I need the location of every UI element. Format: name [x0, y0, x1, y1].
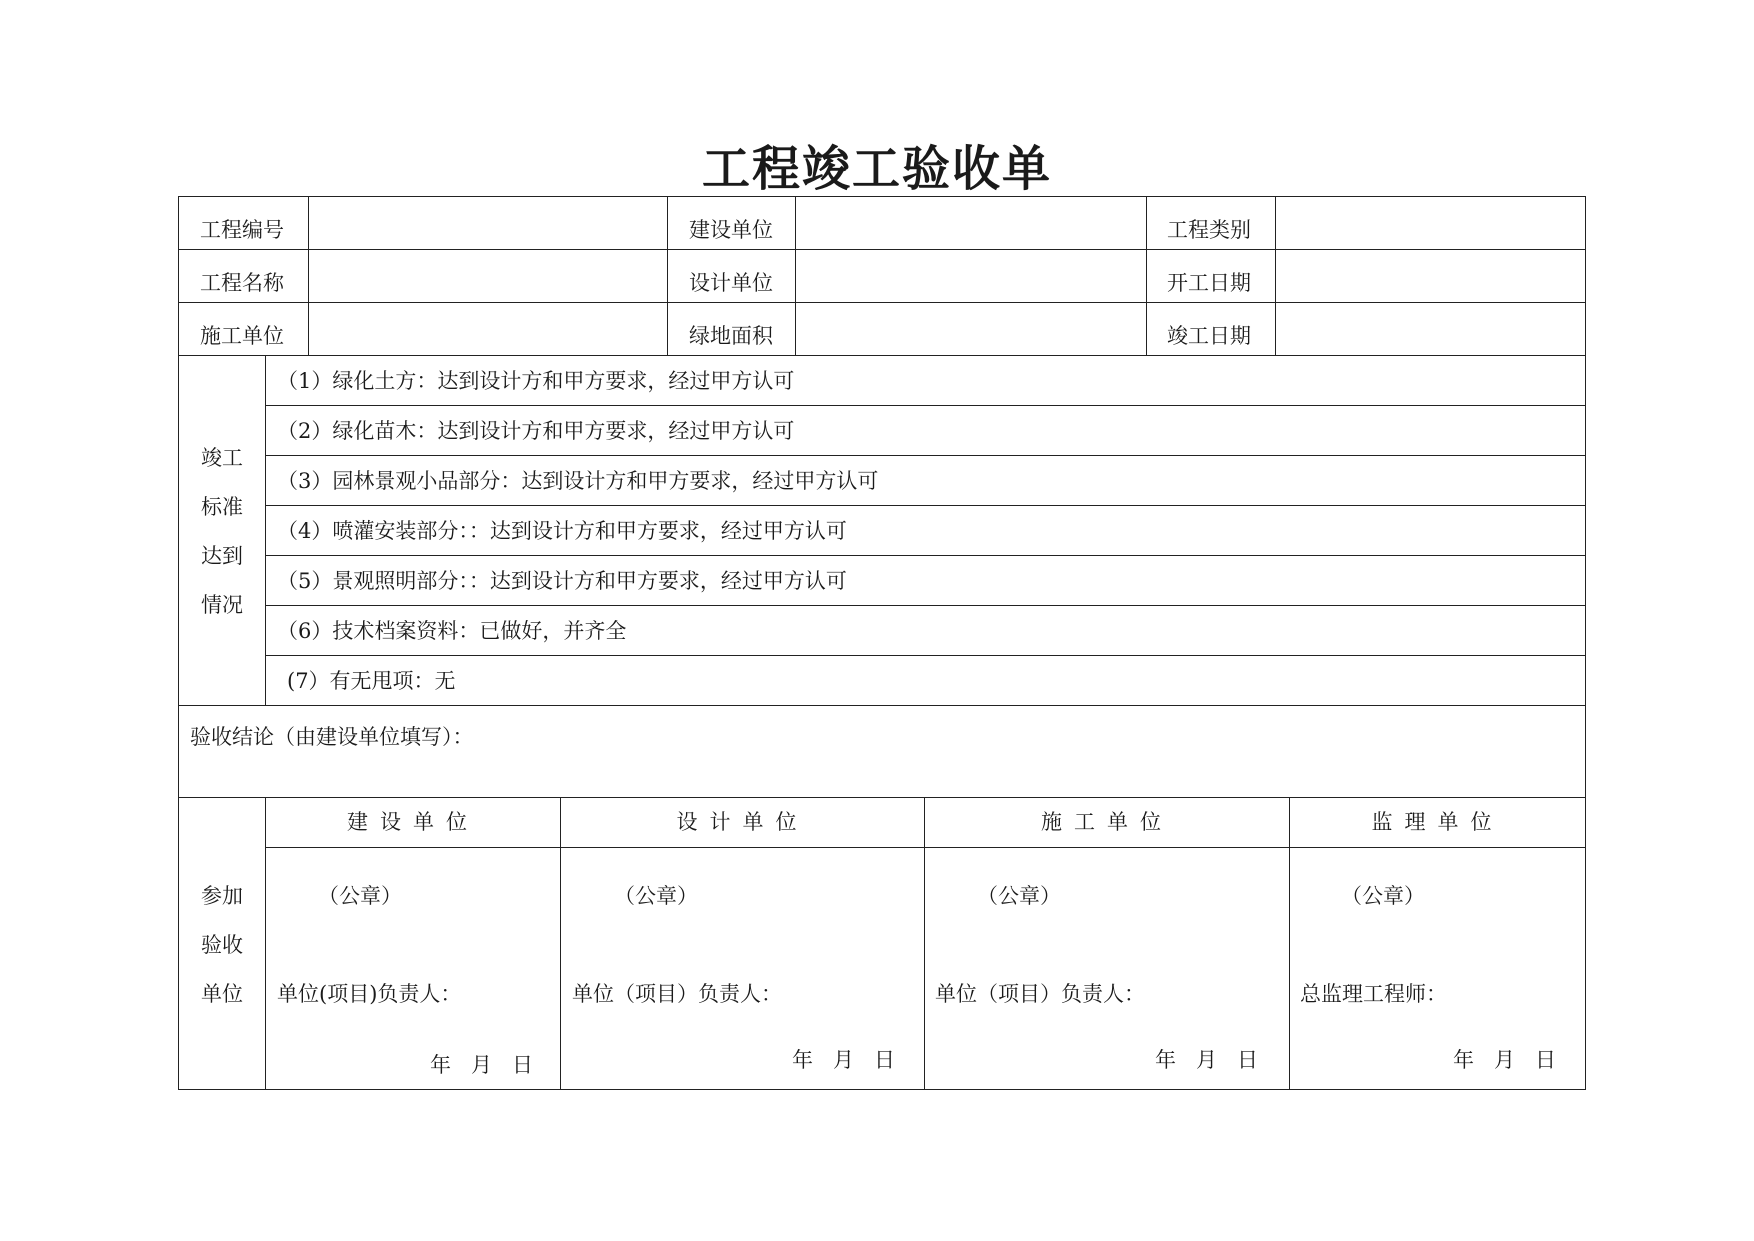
row-divider [178, 705, 1586, 706]
date-line: 年 月 日 [792, 1048, 896, 1072]
label-start-date: 开工日期 [1167, 271, 1251, 295]
row-divider [178, 302, 1586, 303]
standard-item: （1）绿化土方：达到设计方和甲方要求，经过甲方认可 [277, 369, 795, 393]
row-divider [265, 605, 1586, 606]
signer-label: 单位（项目）负责人： [935, 982, 1145, 1006]
date-line: 年 月 日 [1453, 1048, 1557, 1072]
standard-item: (7）有无甩项：无 [287, 669, 456, 693]
unit-header: 建设单位 [347, 810, 479, 834]
table-border-left [178, 196, 179, 1089]
seal-label: （公章） [614, 884, 698, 908]
standards-label-line: 竣工 [201, 446, 243, 470]
row-divider [178, 797, 1586, 798]
standards-label [192, 434, 252, 630]
col-divider [1275, 196, 1276, 355]
col-divider [560, 797, 561, 1089]
label-construction-unit: 建设单位 [689, 218, 773, 242]
document-title: 工程竣工验收单 [701, 141, 1052, 197]
col-divider [1146, 196, 1147, 355]
participants-label-line: 单位 [201, 982, 243, 1006]
row-divider [265, 455, 1586, 456]
signer-label: 总监理工程师： [1300, 982, 1447, 1006]
row-divider [178, 249, 1586, 250]
label-green-area: 绿地面积 [689, 324, 773, 348]
col-divider [667, 196, 668, 355]
standards-label-line: 情况 [201, 593, 243, 617]
label-completion-date: 竣工日期 [1167, 324, 1251, 348]
row-divider [265, 505, 1586, 506]
col-divider [265, 355, 266, 705]
row-divider [265, 655, 1586, 656]
standard-item: （3）园林景观小品部分：达到设计方和甲方要求，经过甲方认可 [277, 469, 879, 493]
col-divider [265, 797, 266, 1089]
unit-header: 监理单位 [1371, 810, 1504, 834]
unit-header: 设计单位 [676, 810, 809, 834]
date-line: 年 月 日 [1155, 1048, 1259, 1072]
conclusion-label: 验收结论（由建设单位填写）： [190, 725, 474, 749]
signer-label: 单位（项目）负责人： [572, 982, 782, 1006]
label-design-unit: 设计单位 [689, 271, 773, 295]
label-project-category: 工程类别 [1167, 218, 1251, 242]
standards-label-line: 达到 [201, 544, 243, 568]
row-divider [178, 355, 1586, 356]
col-divider [308, 196, 309, 355]
table-border-bottom [178, 1089, 1586, 1090]
table-border-right [1585, 196, 1586, 1089]
date-line: 年 月 日 [430, 1053, 534, 1077]
standard-item: （6）技术档案资料：已做好，并齐全 [277, 619, 627, 643]
seal-label: （公章） [1341, 884, 1425, 908]
label-builder-unit: 施工单位 [200, 324, 284, 348]
col-divider [924, 797, 925, 1089]
standard-item: （4）喷灌安装部分：：达到设计方和甲方要求，经过甲方认可 [277, 519, 847, 543]
standards-label-line: 标准 [201, 495, 243, 519]
row-divider [265, 555, 1586, 556]
label-project-name: 工程名称 [200, 271, 284, 295]
participants-label [192, 872, 252, 1019]
participants-label-line: 参加 [201, 884, 243, 908]
participants-label-line: 验收 [201, 933, 243, 957]
seal-label: （公章） [318, 884, 402, 908]
standard-item: （2）绿化苗木：达到设计方和甲方要求，经过甲方认可 [277, 419, 795, 443]
row-divider [265, 405, 1586, 406]
col-divider [1289, 797, 1290, 1089]
label-project-no: 工程编号 [200, 218, 284, 242]
standard-item: （5）景观照明部分：：达到设计方和甲方要求，经过甲方认可 [277, 569, 847, 593]
signer-label: 单位(项目)负责人： [277, 982, 462, 1006]
col-divider [795, 196, 796, 355]
unit-header: 施工单位 [1041, 810, 1173, 834]
seal-label: （公章） [977, 884, 1061, 908]
table-border-top [178, 196, 1586, 197]
row-divider [265, 847, 1586, 848]
